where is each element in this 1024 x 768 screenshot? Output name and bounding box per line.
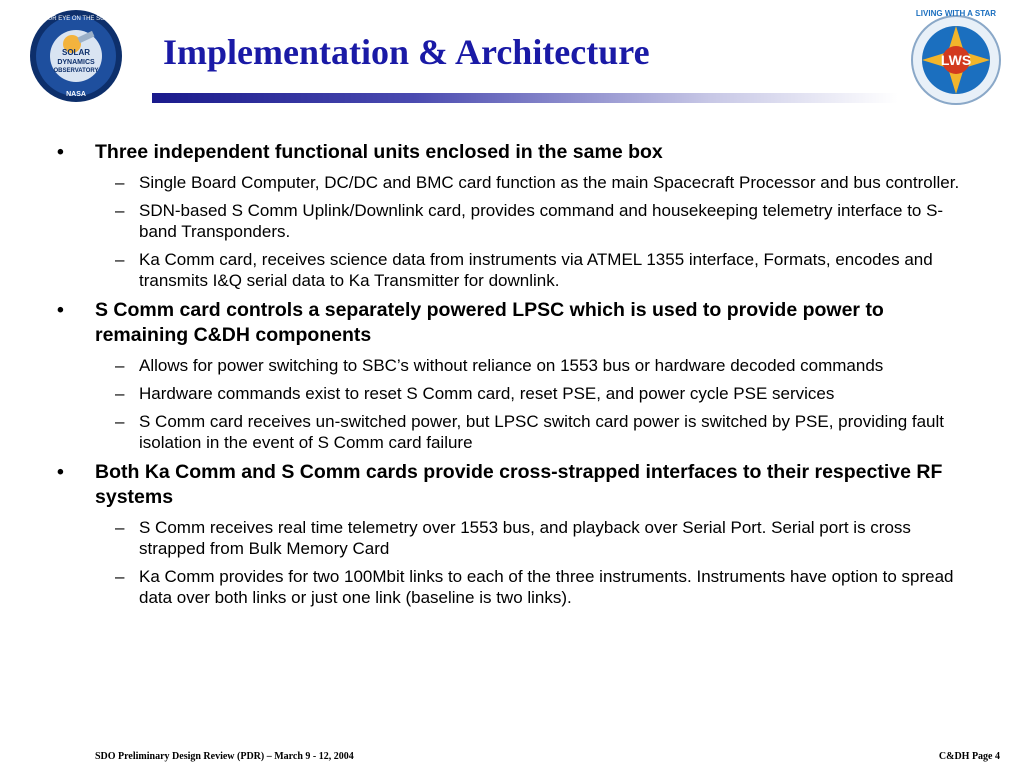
sub-bullet-text: Single Board Computer, DC/DC and BMC card function as the main Spacecraft Processor and bus controller. (139, 173, 960, 192)
sub-bullet (115, 411, 969, 453)
page-title: Implementation & Architecture (163, 32, 650, 72)
sdo-logo-line-1: SOLAR (62, 48, 90, 57)
sub-bullet-text: SDN-based S Comm Uplink/Downlink card, provides command and housekeeping telemetry interface to S-band Transponders. (139, 201, 944, 241)
title-underline-bar (152, 93, 898, 103)
bullet-heading-text: Both Ka Comm and S Comm cards provide cross-strapped interfaces to their respective RF systems (95, 461, 943, 508)
sub-bullet (115, 172, 969, 193)
sdo-logo (28, 8, 124, 104)
lws-logo-main-text: LWS (940, 52, 972, 68)
sdo-logo-bottom-text: NASA (66, 91, 86, 98)
bullet-heading-text: Three independent functional units enclosed in the same box (95, 141, 663, 163)
bullet-heading (57, 298, 975, 348)
lws-logo-arc-text: LIVING WITH A STAR (915, 9, 997, 18)
dash-icon: – (115, 384, 125, 403)
sdo-logo-top-text: OUR EYE ON THE SUN (43, 16, 109, 22)
sub-bullet-text: S Comm receives real time telemetry over 1553 bus, and playback over Serial Port. Serial port is cross strapped from Bulk Memory Card (139, 518, 911, 558)
sub-bullet (115, 200, 969, 242)
dash-icon: – (115, 356, 125, 375)
bullet-icon: • (57, 141, 64, 163)
bullet-heading (57, 460, 975, 510)
sub-bullet-text: S Comm card receives un-switched power, but LPSC switch card power is switched by PSE, providing fault isolation in the event of S Comm card failure (139, 412, 945, 452)
dash-icon: – (115, 412, 125, 431)
slide-content (0, 140, 1024, 608)
bullet-heading-text: S Comm card controls a separately powered LPSC which is used to provide power to remaining C&DH components (95, 299, 884, 346)
sdo-logo-line-3: OBSERVATORY (53, 68, 99, 74)
sub-bullet (115, 249, 969, 291)
dash-icon: – (115, 173, 125, 192)
footer-page-number: C&DH Page 4 (938, 751, 1000, 762)
sub-bullet-text: Ka Comm card, receives science data from instruments via ATMEL 1355 interface, Formats, encodes and transmits I&Q serial data to Ka Transmitter for downlink. (139, 250, 933, 290)
lws-logo (902, 4, 1010, 112)
bullet-icon: • (57, 461, 64, 483)
sub-bullet (115, 383, 969, 404)
dash-icon: – (115, 567, 125, 586)
sdo-logo-line-2: DYNAMICS (57, 59, 95, 66)
sub-bullet (115, 566, 969, 608)
dash-icon: – (115, 518, 125, 537)
sub-bullet-text: Ka Comm provides for two 100Mbit links to each of the three instruments. Instruments have option to spread data over both links or just one link (baseline is two links). (139, 567, 954, 607)
sub-bullet (115, 517, 969, 559)
sub-bullet-text: Allows for power switching to SBC’s without reliance on 1553 bus or hardware decoded commands (139, 356, 884, 375)
dash-icon: – (115, 250, 125, 269)
footer-event-text: SDO Preliminary Design Review (PDR) – March 9 - 12, 2004 (95, 751, 354, 762)
bullet-icon: • (57, 299, 64, 321)
sub-bullet (115, 355, 969, 376)
sub-bullet-text: Hardware commands exist to reset S Comm card, reset PSE, and power cycle PSE services (139, 384, 835, 403)
dash-icon: – (115, 201, 125, 220)
bullet-heading (57, 140, 975, 165)
